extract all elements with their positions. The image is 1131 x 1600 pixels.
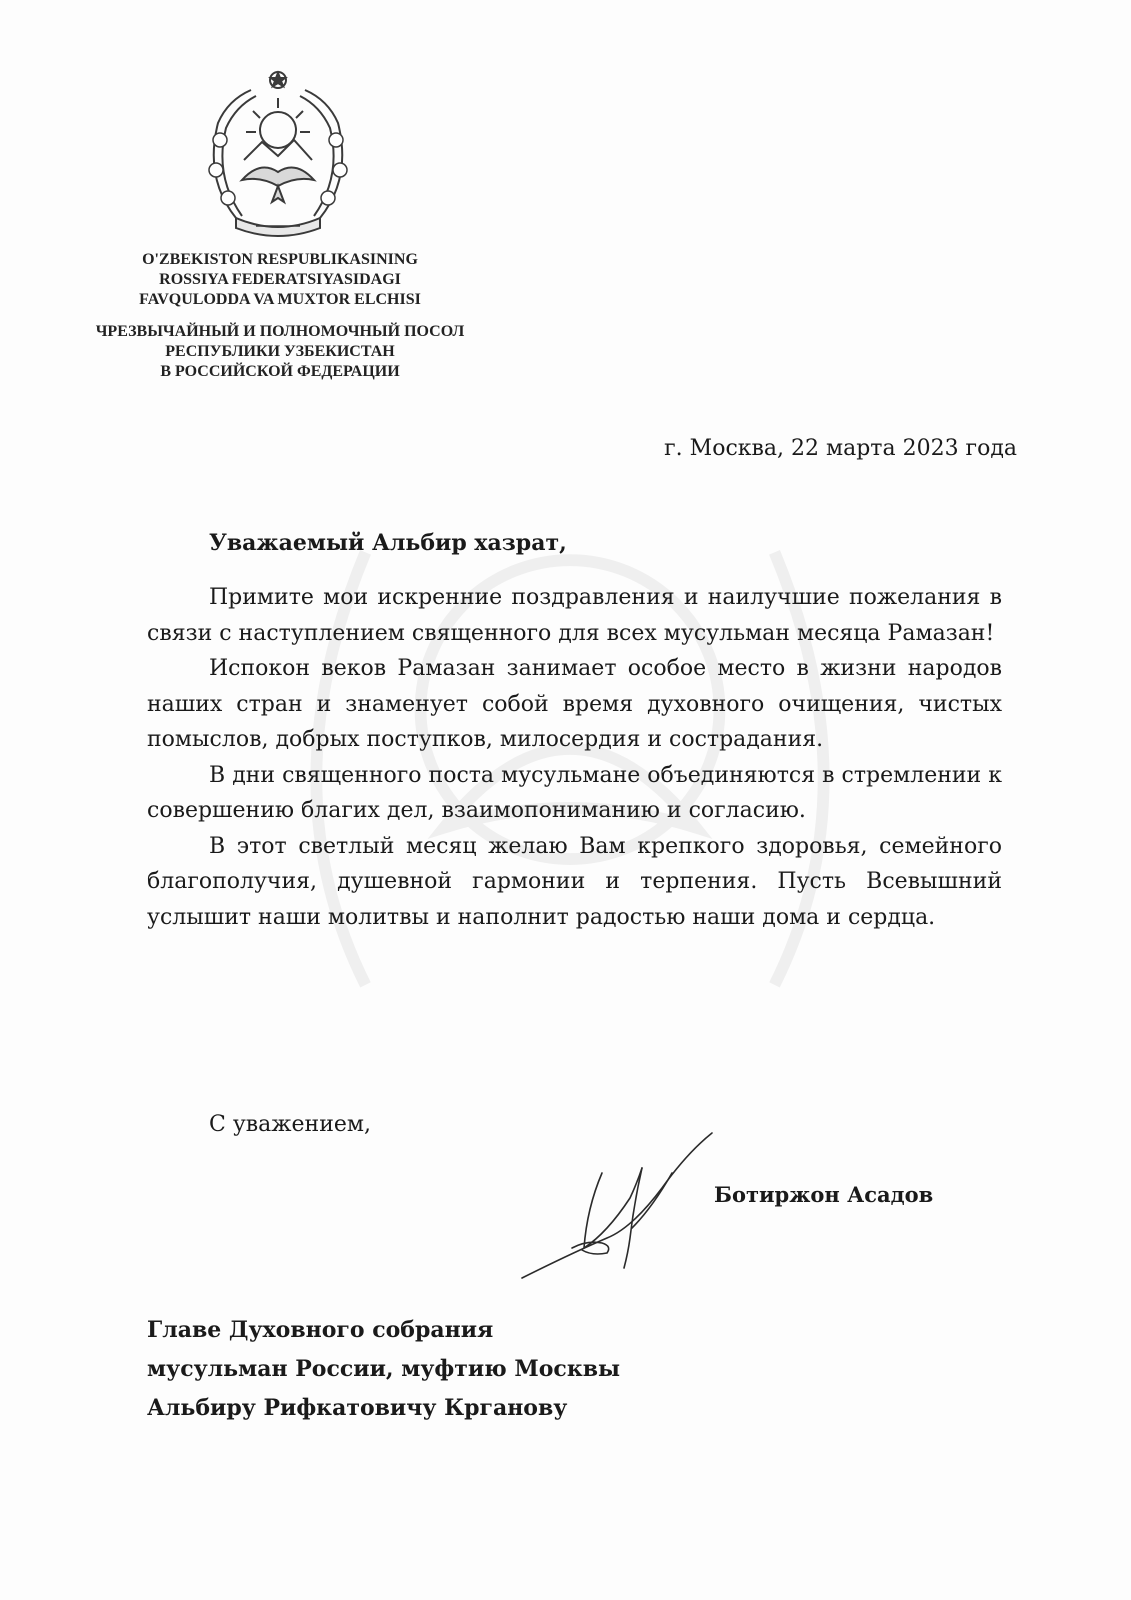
body-paragraph: В дни священного поста мусульмане объединяются в стремлении к совершению благих дел, взаимопониманию и согласию. — [147, 762, 1002, 823]
body-paragraph: Испокон веков Рамазан занимает особое место в жизни народов наших стран и знаменует собой время духовного очищения, чистых помыслов, добрых поступков, милосердия и сострадания. — [147, 656, 1002, 752]
addressee-block — [147, 1311, 620, 1428]
body-paragraph: Примите мои искренние поздравления и наилучшие пожелания в связи с наступлением священного для всех мусульман месяца Рамазан! — [147, 585, 1002, 646]
header-latin-line: O'ZBEKISTON RESPUBLIKASINING — [142, 251, 418, 268]
addressee-line: Главе Духовного собрания — [147, 1317, 494, 1343]
header-latin — [60, 250, 500, 310]
header-cyrillic-line: ЧРЕЗВЫЧАЙНЫЙ И ПОЛНОМОЧНЫЙ ПОСОЛ — [95, 323, 465, 340]
header-latin-line: ROSSIYA FEDERATSIYASIDAGI — [159, 271, 401, 288]
header-cyrillic-line: РЕСПУБЛИКИ УЗБЕКИСТАН — [165, 343, 395, 360]
body-paragraph: В этот светлый месяц желаю Вам крепкого здоровья, семейного благополучия, душевной гармонии и терпения. Пусть Всевышний услышит наши молитвы и наполнит радостью наши дома и сердца. — [147, 833, 1002, 930]
letter-body — [147, 580, 1002, 935]
addressee-line: Альбиру Рифкатовичу Крганову — [147, 1395, 568, 1421]
header-cyrillic-line: В РОССИЙСКОЙ ФЕДЕРАЦИИ — [160, 363, 400, 380]
addressee-line: мусульман России, муфтию Москвы — [147, 1356, 621, 1382]
header-cyrillic — [60, 322, 500, 382]
closing: С уважением, — [209, 1112, 371, 1137]
signer-name: Ботиржон Асадов — [714, 1182, 934, 1207]
handwritten-signature-icon — [512, 1128, 732, 1293]
state-emblem-icon — [196, 68, 360, 246]
greeting: Уважаемый Альбир хазрат, — [209, 530, 567, 556]
header-latin-line: FAVQULODDA VA MUXTOR ELCHISI — [139, 291, 421, 308]
date-line: г. Москва, 22 марта 2023 года — [664, 436, 1017, 461]
